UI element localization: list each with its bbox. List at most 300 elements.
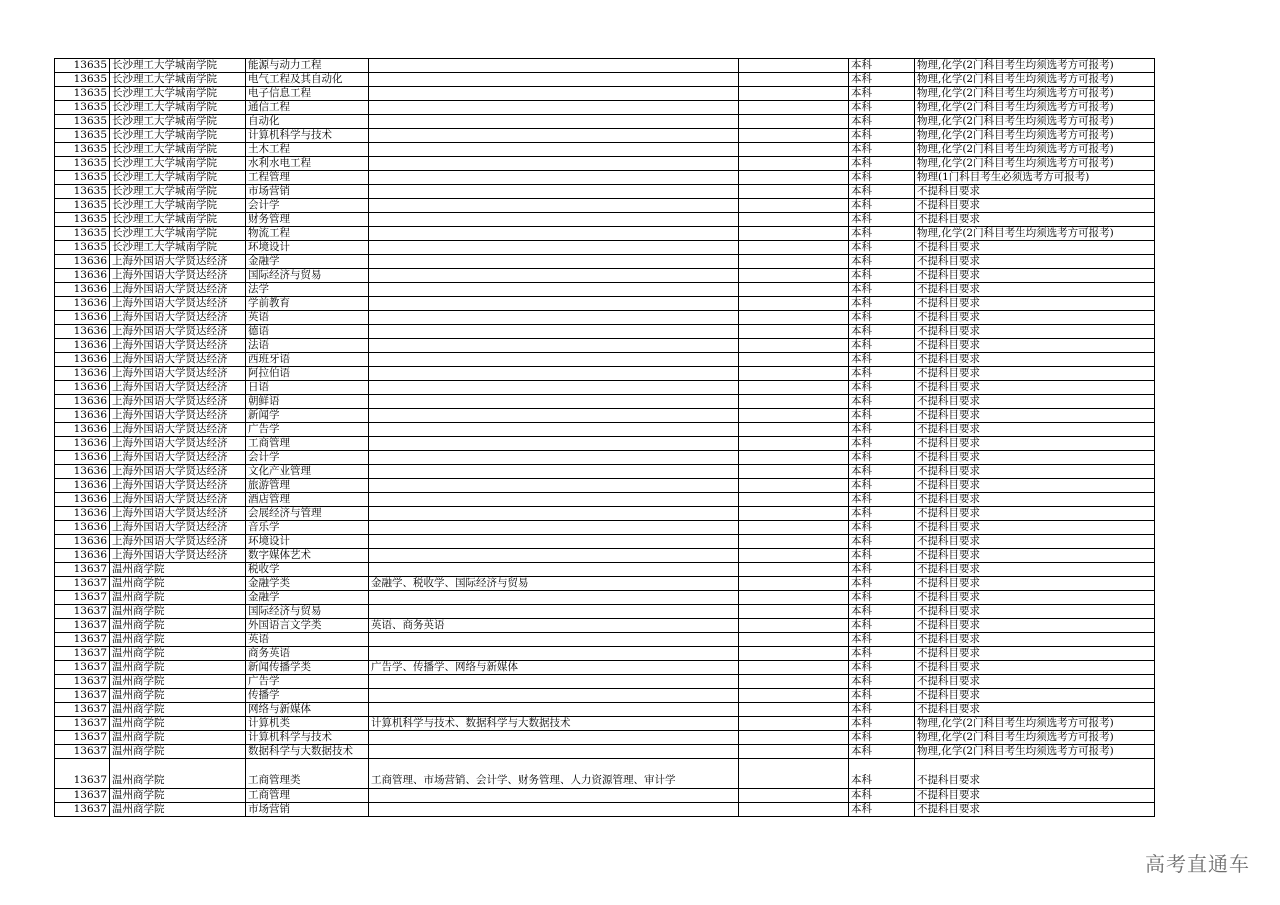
- table-row: [55, 185, 1155, 199]
- subject-requirement-cell: 物理,化学(2门科目考生均须选考方可报考): [915, 157, 1155, 171]
- empty-cell: [739, 255, 849, 269]
- school-name-cell: 长沙理工大学城南学院: [110, 115, 246, 129]
- included-majors-cell: [369, 803, 739, 817]
- school-name-cell: 长沙理工大学城南学院: [110, 241, 246, 255]
- major-name-cell: 传播学: [246, 689, 369, 703]
- table-row: [55, 731, 1155, 745]
- school-code-cell: 13637: [55, 647, 110, 661]
- school-code-cell: 13636: [55, 451, 110, 465]
- school-name-cell: 长沙理工大学城南学院: [110, 171, 246, 185]
- empty-cell: [739, 227, 849, 241]
- major-name-cell: 旅游管理: [246, 479, 369, 493]
- school-code-cell: 13635: [55, 115, 110, 129]
- empty-cell: [739, 339, 849, 353]
- included-majors-cell: 金融学、税收学、国际经济与贸易: [369, 577, 739, 591]
- school-name-cell: 温州商学院: [110, 789, 246, 803]
- level-cell: 本科: [849, 465, 915, 479]
- level-cell: 本科: [849, 395, 915, 409]
- empty-cell: [739, 661, 849, 675]
- empty-cell: [739, 171, 849, 185]
- subject-requirement-cell: 物理(1门科目考生必须选考方可报考): [915, 171, 1155, 185]
- table-row: [55, 381, 1155, 395]
- table-row: [55, 633, 1155, 647]
- school-code-cell: 13636: [55, 311, 110, 325]
- empty-cell: [739, 73, 849, 87]
- empty-cell: [739, 269, 849, 283]
- school-code-cell: 13635: [55, 143, 110, 157]
- subject-requirement-cell: 物理,化学(2门科目考生均须选考方可报考): [915, 101, 1155, 115]
- subject-requirement-cell: 不提科目要求: [915, 381, 1155, 395]
- subject-requirement-cell: 不提科目要求: [915, 619, 1155, 633]
- table-row: [55, 115, 1155, 129]
- admission-table: [54, 58, 1155, 817]
- major-name-cell: 金融学: [246, 255, 369, 269]
- subject-requirement-cell: 不提科目要求: [915, 479, 1155, 493]
- included-majors-cell: [369, 549, 739, 563]
- school-name-cell: 长沙理工大学城南学院: [110, 199, 246, 213]
- empty-cell: [739, 423, 849, 437]
- empty-cell: [739, 283, 849, 297]
- table-row: [55, 409, 1155, 423]
- empty-cell: [739, 297, 849, 311]
- level-cell: 本科: [849, 269, 915, 283]
- school-name-cell: 温州商学院: [110, 745, 246, 759]
- subject-requirement-cell: 不提科目要求: [915, 353, 1155, 367]
- table-row: [55, 563, 1155, 577]
- included-majors-cell: [369, 703, 739, 717]
- table-row: [55, 661, 1155, 675]
- major-name-cell: 商务英语: [246, 647, 369, 661]
- empty-cell: [739, 717, 849, 731]
- level-cell: 本科: [849, 731, 915, 745]
- table-row: [55, 803, 1155, 817]
- school-name-cell: 温州商学院: [110, 703, 246, 717]
- empty-cell: [739, 731, 849, 745]
- school-code-cell: 13636: [55, 353, 110, 367]
- subject-requirement-cell: 不提科目要求: [915, 803, 1155, 817]
- table-row: [55, 157, 1155, 171]
- school-name-cell: 上海外国语大学贤达经济: [110, 339, 246, 353]
- level-cell: 本科: [849, 325, 915, 339]
- subject-requirement-cell: 不提科目要求: [915, 185, 1155, 199]
- major-name-cell: 工商管理类: [246, 759, 369, 789]
- subject-requirement-cell: 不提科目要求: [915, 283, 1155, 297]
- subject-requirement-cell: 不提科目要求: [915, 241, 1155, 255]
- table-row: [55, 311, 1155, 325]
- school-code-cell: 13637: [55, 661, 110, 675]
- major-name-cell: 土木工程: [246, 143, 369, 157]
- table-row: [55, 675, 1155, 689]
- included-majors-cell: [369, 353, 739, 367]
- school-name-cell: 温州商学院: [110, 731, 246, 745]
- level-cell: 本科: [849, 507, 915, 521]
- included-majors-cell: [369, 241, 739, 255]
- school-code-cell: 13636: [55, 381, 110, 395]
- major-name-cell: 网络与新媒体: [246, 703, 369, 717]
- empty-cell: [739, 353, 849, 367]
- major-name-cell: 朝鲜语: [246, 395, 369, 409]
- empty-cell: [739, 803, 849, 817]
- major-name-cell: 市场营销: [246, 185, 369, 199]
- school-name-cell: 上海外国语大学贤达经济: [110, 367, 246, 381]
- subject-requirement-cell: 不提科目要求: [915, 507, 1155, 521]
- major-name-cell: 环境设计: [246, 241, 369, 255]
- school-code-cell: 13636: [55, 409, 110, 423]
- major-name-cell: 数据科学与大数据技术: [246, 745, 369, 759]
- empty-cell: [739, 157, 849, 171]
- subject-requirement-cell: 不提科目要求: [915, 605, 1155, 619]
- subject-requirement-cell: 不提科目要求: [915, 437, 1155, 451]
- school-code-cell: 13636: [55, 325, 110, 339]
- level-cell: 本科: [849, 143, 915, 157]
- major-name-cell: 音乐学: [246, 521, 369, 535]
- major-name-cell: 计算机科学与技术: [246, 129, 369, 143]
- major-name-cell: 环境设计: [246, 535, 369, 549]
- level-cell: 本科: [849, 73, 915, 87]
- included-majors-cell: [369, 479, 739, 493]
- school-name-cell: 温州商学院: [110, 619, 246, 633]
- level-cell: 本科: [849, 367, 915, 381]
- level-cell: 本科: [849, 647, 915, 661]
- empty-cell: [739, 213, 849, 227]
- level-cell: 本科: [849, 605, 915, 619]
- table-row: [55, 353, 1155, 367]
- level-cell: 本科: [849, 521, 915, 535]
- major-name-cell: 计算机类: [246, 717, 369, 731]
- level-cell: 本科: [849, 689, 915, 703]
- school-code-cell: 13636: [55, 549, 110, 563]
- table-row: [55, 745, 1155, 759]
- subject-requirement-cell: 物理,化学(2门科目考生均须选考方可报考): [915, 129, 1155, 143]
- school-name-cell: 上海外国语大学贤达经济: [110, 423, 246, 437]
- major-name-cell: 工程管理: [246, 171, 369, 185]
- level-cell: 本科: [849, 185, 915, 199]
- table-row: [55, 199, 1155, 213]
- empty-cell: [739, 789, 849, 803]
- included-majors-cell: [369, 311, 739, 325]
- level-cell: 本科: [849, 381, 915, 395]
- empty-cell: [739, 703, 849, 717]
- empty-cell: [739, 549, 849, 563]
- empty-cell: [739, 745, 849, 759]
- included-majors-cell: [369, 563, 739, 577]
- subject-requirement-cell: 不提科目要求: [915, 493, 1155, 507]
- table-row: [55, 759, 1155, 789]
- included-majors-cell: 英语、商务英语: [369, 619, 739, 633]
- school-code-cell: 13636: [55, 297, 110, 311]
- school-name-cell: 温州商学院: [110, 647, 246, 661]
- included-majors-cell: [369, 507, 739, 521]
- school-name-cell: 上海外国语大学贤达经济: [110, 353, 246, 367]
- included-majors-cell: [369, 101, 739, 115]
- major-name-cell: 会展经济与管理: [246, 507, 369, 521]
- level-cell: 本科: [849, 703, 915, 717]
- school-code-cell: 13637: [55, 717, 110, 731]
- school-name-cell: 上海外国语大学贤达经济: [110, 311, 246, 325]
- level-cell: 本科: [849, 745, 915, 759]
- school-code-cell: 13636: [55, 521, 110, 535]
- subject-requirement-cell: 不提科目要求: [915, 213, 1155, 227]
- level-cell: 本科: [849, 227, 915, 241]
- major-name-cell: 工商管理: [246, 437, 369, 451]
- school-code-cell: 13635: [55, 129, 110, 143]
- school-code-cell: 13637: [55, 803, 110, 817]
- included-majors-cell: [369, 171, 739, 185]
- major-name-cell: 法学: [246, 283, 369, 297]
- empty-cell: [739, 689, 849, 703]
- table-row: [55, 605, 1155, 619]
- subject-requirement-cell: 不提科目要求: [915, 591, 1155, 605]
- school-code-cell: 13635: [55, 227, 110, 241]
- major-name-cell: 文化产业管理: [246, 465, 369, 479]
- table-row: [55, 255, 1155, 269]
- table-row: [55, 689, 1155, 703]
- subject-requirement-cell: 不提科目要求: [915, 675, 1155, 689]
- empty-cell: [739, 605, 849, 619]
- school-code-cell: 13637: [55, 563, 110, 577]
- included-majors-cell: [369, 395, 739, 409]
- table-row: [55, 367, 1155, 381]
- major-name-cell: 数字媒体艺术: [246, 549, 369, 563]
- school-name-cell: 长沙理工大学城南学院: [110, 59, 246, 73]
- subject-requirement-cell: 不提科目要求: [915, 647, 1155, 661]
- table-row: [55, 465, 1155, 479]
- school-code-cell: 13635: [55, 73, 110, 87]
- school-name-cell: 上海外国语大学贤达经济: [110, 269, 246, 283]
- subject-requirement-cell: 不提科目要求: [915, 703, 1155, 717]
- school-code-cell: 13637: [55, 605, 110, 619]
- included-majors-cell: [369, 143, 739, 157]
- school-code-cell: 13635: [55, 87, 110, 101]
- level-cell: 本科: [849, 199, 915, 213]
- empty-cell: [739, 241, 849, 255]
- empty-cell: [739, 479, 849, 493]
- table-row: [55, 395, 1155, 409]
- empty-cell: [739, 521, 849, 535]
- school-name-cell: 温州商学院: [110, 591, 246, 605]
- included-majors-cell: [369, 437, 739, 451]
- level-cell: 本科: [849, 115, 915, 129]
- school-name-cell: 上海外国语大学贤达经济: [110, 283, 246, 297]
- school-code-cell: 13636: [55, 465, 110, 479]
- subject-requirement-cell: 不提科目要求: [915, 409, 1155, 423]
- major-name-cell: 物流工程: [246, 227, 369, 241]
- table-row: [55, 297, 1155, 311]
- school-name-cell: 上海外国语大学贤达经济: [110, 381, 246, 395]
- school-name-cell: 温州商学院: [110, 689, 246, 703]
- empty-cell: [739, 535, 849, 549]
- level-cell: 本科: [849, 759, 915, 789]
- subject-requirement-cell: 物理,化学(2门科目考生均须选考方可报考): [915, 87, 1155, 101]
- level-cell: 本科: [849, 479, 915, 493]
- level-cell: 本科: [849, 353, 915, 367]
- level-cell: 本科: [849, 591, 915, 605]
- subject-requirement-cell: 不提科目要求: [915, 759, 1155, 789]
- empty-cell: [739, 493, 849, 507]
- major-name-cell: 法语: [246, 339, 369, 353]
- included-majors-cell: [369, 731, 739, 745]
- subject-requirement-cell: 不提科目要求: [915, 367, 1155, 381]
- included-majors-cell: [369, 423, 739, 437]
- empty-cell: [739, 409, 849, 423]
- level-cell: 本科: [849, 297, 915, 311]
- subject-requirement-cell: 不提科目要求: [915, 451, 1155, 465]
- level-cell: 本科: [849, 619, 915, 633]
- included-majors-cell: [369, 745, 739, 759]
- school-code-cell: 13636: [55, 437, 110, 451]
- major-name-cell: 英语: [246, 311, 369, 325]
- subject-requirement-cell: 不提科目要求: [915, 199, 1155, 213]
- empty-cell: [739, 115, 849, 129]
- level-cell: 本科: [849, 451, 915, 465]
- level-cell: 本科: [849, 101, 915, 115]
- table-row: [55, 549, 1155, 563]
- table-row: [55, 717, 1155, 731]
- major-name-cell: 电子信息工程: [246, 87, 369, 101]
- included-majors-cell: [369, 297, 739, 311]
- included-majors-cell: [369, 465, 739, 479]
- school-name-cell: 长沙理工大学城南学院: [110, 101, 246, 115]
- subject-requirement-cell: 不提科目要求: [915, 521, 1155, 535]
- included-majors-cell: [369, 789, 739, 803]
- school-code-cell: 13636: [55, 367, 110, 381]
- included-majors-cell: 工商管理、市场营销、会计学、财务管理、人力资源管理、审计学: [369, 759, 739, 789]
- included-majors-cell: [369, 87, 739, 101]
- included-majors-cell: [369, 185, 739, 199]
- school-code-cell: 13635: [55, 171, 110, 185]
- table-row: [55, 241, 1155, 255]
- level-cell: 本科: [849, 157, 915, 171]
- subject-requirement-cell: 物理,化学(2门科目考生均须选考方可报考): [915, 731, 1155, 745]
- school-name-cell: 温州商学院: [110, 675, 246, 689]
- empty-cell: [739, 675, 849, 689]
- subject-requirement-cell: 不提科目要求: [915, 423, 1155, 437]
- major-name-cell: 电气工程及其自动化: [246, 73, 369, 87]
- school-name-cell: 温州商学院: [110, 759, 246, 789]
- level-cell: 本科: [849, 633, 915, 647]
- subject-requirement-cell: 物理,化学(2门科目考生均须选考方可报考): [915, 745, 1155, 759]
- empty-cell: [739, 199, 849, 213]
- table-row: [55, 87, 1155, 101]
- school-name-cell: 长沙理工大学城南学院: [110, 143, 246, 157]
- major-name-cell: 广告学: [246, 675, 369, 689]
- table-row: [55, 493, 1155, 507]
- school-code-cell: 13637: [55, 789, 110, 803]
- school-name-cell: 上海外国语大学贤达经济: [110, 507, 246, 521]
- school-name-cell: 上海外国语大学贤达经济: [110, 521, 246, 535]
- major-name-cell: 阿拉伯语: [246, 367, 369, 381]
- included-majors-cell: [369, 605, 739, 619]
- school-code-cell: 13636: [55, 269, 110, 283]
- included-majors-cell: [369, 157, 739, 171]
- school-code-cell: 13635: [55, 199, 110, 213]
- table-row: [55, 73, 1155, 87]
- school-name-cell: 上海外国语大学贤达经济: [110, 297, 246, 311]
- empty-cell: [739, 381, 849, 395]
- school-code-cell: 13637: [55, 619, 110, 633]
- level-cell: 本科: [849, 493, 915, 507]
- school-name-cell: 上海外国语大学贤达经济: [110, 409, 246, 423]
- level-cell: 本科: [849, 437, 915, 451]
- included-majors-cell: [369, 339, 739, 353]
- included-majors-cell: [369, 73, 739, 87]
- included-majors-cell: [369, 647, 739, 661]
- empty-cell: [739, 59, 849, 73]
- table-row: [55, 507, 1155, 521]
- table-row: [55, 129, 1155, 143]
- school-code-cell: 13636: [55, 423, 110, 437]
- major-name-cell: 金融学类: [246, 577, 369, 591]
- included-majors-cell: [369, 689, 739, 703]
- included-majors-cell: [369, 325, 739, 339]
- watermark-logo: 高考直通车: [1145, 852, 1250, 876]
- school-name-cell: 上海外国语大学贤达经济: [110, 479, 246, 493]
- major-name-cell: 税收学: [246, 563, 369, 577]
- included-majors-cell: [369, 675, 739, 689]
- major-name-cell: 新闻学: [246, 409, 369, 423]
- school-name-cell: 上海外国语大学贤达经济: [110, 465, 246, 479]
- major-name-cell: 财务管理: [246, 213, 369, 227]
- school-name-cell: 温州商学院: [110, 661, 246, 675]
- major-name-cell: 市场营销: [246, 803, 369, 817]
- table-row: [55, 171, 1155, 185]
- included-majors-cell: [369, 493, 739, 507]
- empty-cell: [739, 87, 849, 101]
- school-name-cell: 上海外国语大学贤达经济: [110, 493, 246, 507]
- empty-cell: [739, 507, 849, 521]
- major-name-cell: 日语: [246, 381, 369, 395]
- level-cell: 本科: [849, 789, 915, 803]
- school-code-cell: 13637: [55, 675, 110, 689]
- school-code-cell: 13637: [55, 759, 110, 789]
- table-row: [55, 143, 1155, 157]
- school-code-cell: 13636: [55, 339, 110, 353]
- level-cell: 本科: [849, 563, 915, 577]
- school-code-cell: 13636: [55, 283, 110, 297]
- school-code-cell: 13636: [55, 395, 110, 409]
- school-name-cell: 上海外国语大学贤达经济: [110, 549, 246, 563]
- table-row: [55, 437, 1155, 451]
- school-name-cell: 上海外国语大学贤达经济: [110, 255, 246, 269]
- table-row: [55, 339, 1155, 353]
- school-name-cell: 上海外国语大学贤达经济: [110, 395, 246, 409]
- included-majors-cell: [369, 227, 739, 241]
- major-name-cell: 德语: [246, 325, 369, 339]
- level-cell: 本科: [849, 409, 915, 423]
- table-row: [55, 213, 1155, 227]
- table-body: [55, 59, 1155, 817]
- major-name-cell: 计算机科学与技术: [246, 731, 369, 745]
- level-cell: 本科: [849, 423, 915, 437]
- empty-cell: [739, 451, 849, 465]
- included-majors-cell: [369, 199, 739, 213]
- included-majors-cell: [369, 255, 739, 269]
- included-majors-cell: [369, 535, 739, 549]
- table-row: [55, 535, 1155, 549]
- table-row: [55, 479, 1155, 493]
- subject-requirement-cell: 物理,化学(2门科目考生均须选考方可报考): [915, 59, 1155, 73]
- included-majors-cell: [369, 269, 739, 283]
- major-name-cell: 金融学: [246, 591, 369, 605]
- subject-requirement-cell: 不提科目要求: [915, 297, 1155, 311]
- school-code-cell: 13636: [55, 479, 110, 493]
- empty-cell: [739, 185, 849, 199]
- empty-cell: [739, 311, 849, 325]
- empty-cell: [739, 395, 849, 409]
- school-code-cell: 13636: [55, 493, 110, 507]
- included-majors-cell: [369, 283, 739, 297]
- major-name-cell: 会计学: [246, 451, 369, 465]
